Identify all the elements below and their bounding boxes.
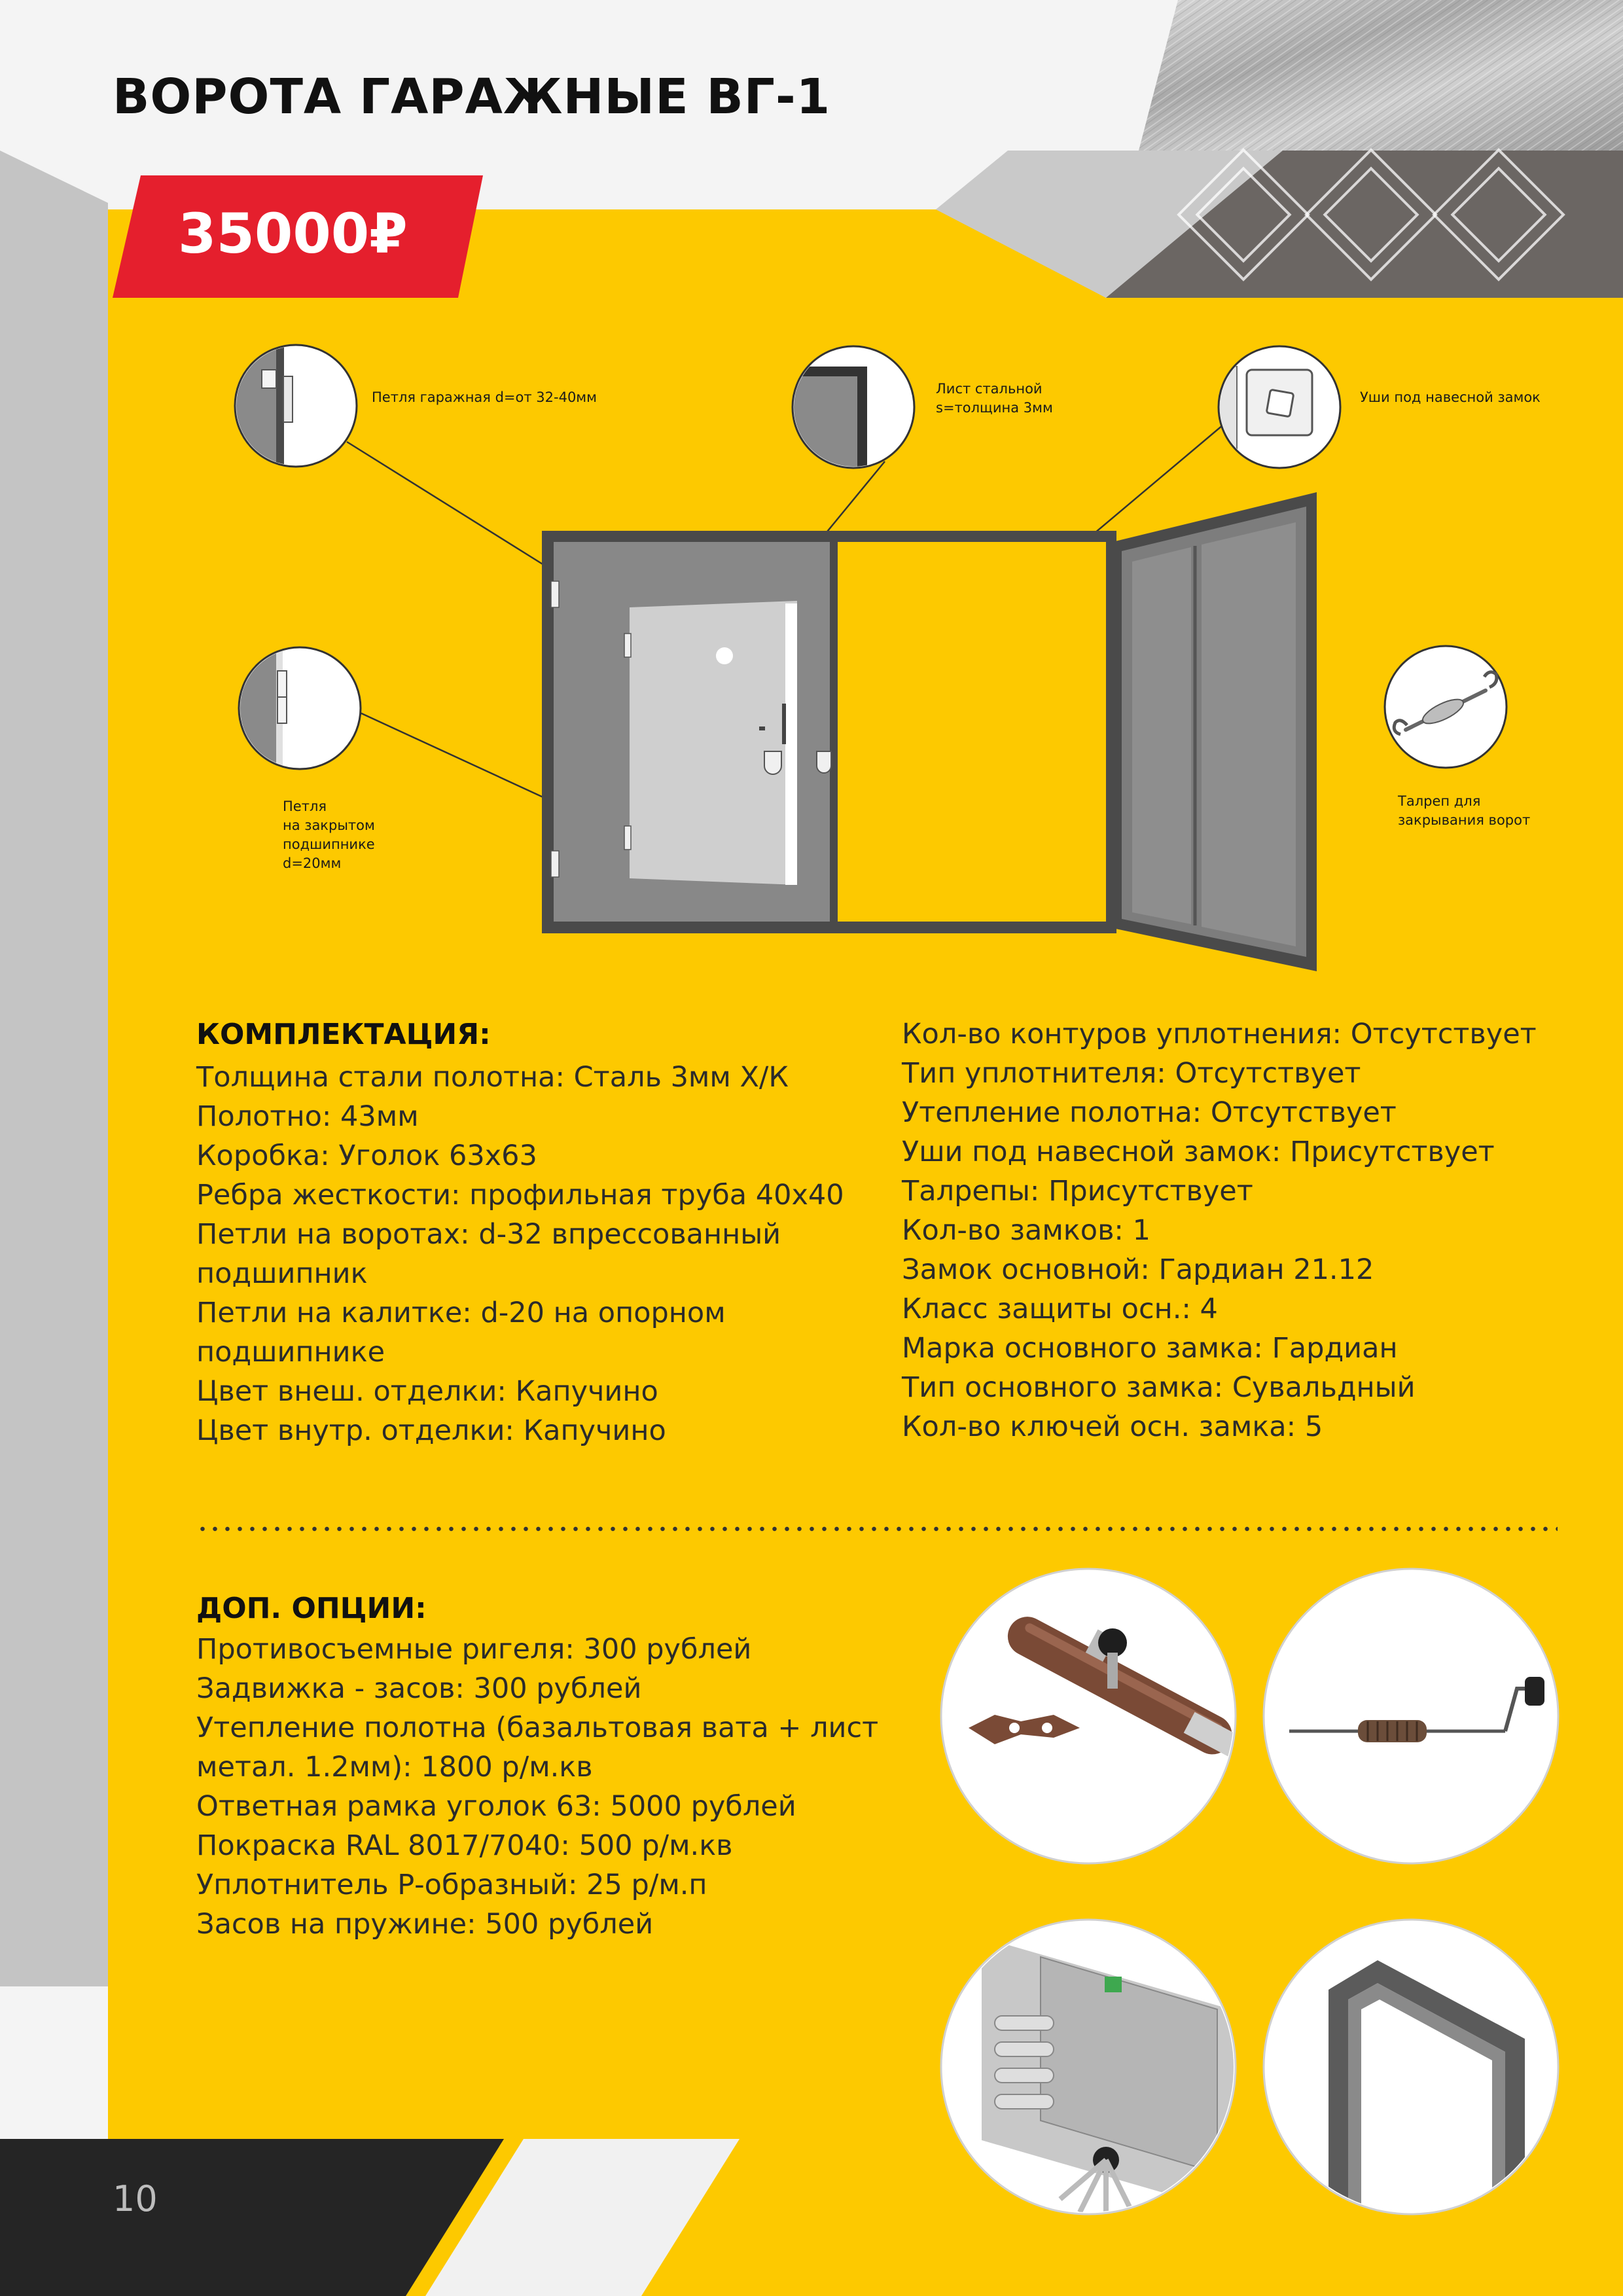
spec-item: подшипник (196, 1257, 368, 1290)
lock-mechanism-icon (941, 1920, 1276, 2225)
spec-item: Класс защиты осн.: 4 (902, 1293, 1218, 1325)
callout-hinge-garage: Петля гаражная d=от 32-40мм (372, 389, 597, 405)
dotted-divider (196, 1526, 1558, 1532)
gate-diagram (0, 0, 1623, 982)
option-item: Задвижка - засов: 300 рублей (196, 1672, 642, 1705)
option-item: Уплотнитель Р-образный: 25 р/м.п (196, 1869, 707, 1901)
spec-item: Утепление полотна: Отсутствует (902, 1096, 1397, 1129)
option-item: Засов на пружине: 500 рублей (196, 1908, 654, 1941)
spec-item: Коробка: Уголок 63х63 (196, 1139, 537, 1172)
spec-item: Тип основного замка: Сувальдный (902, 1371, 1416, 1404)
page-title: ВОРОТА ГАРАЖНЫЕ ВГ-1 (113, 69, 831, 125)
turnbuckle-icon (1385, 646, 1507, 768)
specs-title: КОМПЛЕКТАЦИЯ: (196, 1018, 491, 1051)
callout-padlock-ears: Уши под навесной замок (1360, 389, 1541, 405)
option-item: Ответная рамка уголок 63: 5000 рублей (196, 1790, 796, 1823)
spec-item: Марка основного замка: Гардиан (902, 1332, 1398, 1365)
callout-turnbuckle: Талреп для закрывания ворот (1398, 793, 1531, 828)
leader-line-hinge-garage (347, 442, 562, 576)
spec-item: Ребра жесткости: профильная труба 40х40 (196, 1179, 844, 1211)
spec-item: подшипнике (196, 1336, 385, 1369)
spec-item: Кол-во замков: 1 (902, 1214, 1150, 1247)
option-item: метал. 1.2мм): 1800 р/м.кв (196, 1751, 593, 1784)
wicket-door-edge (785, 603, 797, 885)
bearing-hinge-icon (236, 641, 361, 772)
options-title: ДОП. ОПЦИИ: (196, 1592, 427, 1625)
spec-item: Кол-во контуров уплотнения: Отсутствует (902, 1018, 1537, 1050)
anti-removal-bolt-icon (941, 1569, 1306, 1863)
option-item: Покраска RAL 8017/7040: 500 р/м.кв (196, 1829, 733, 1862)
specs-list-right (902, 1014, 1537, 1446)
spec-item: Цвет внутр. отделки: Капучино (196, 1414, 666, 1447)
option-item: Противосъемные ригеля: 300 рублей (196, 1633, 752, 1666)
spec-item: Тип уплотнителя: Отсутствует (902, 1057, 1361, 1090)
padlock-ear-right (817, 751, 831, 773)
spec-item: Петли на воротах: d-32 впрессованный (196, 1218, 781, 1251)
gate-hinge-bottom (551, 851, 559, 877)
gate-hinge-top (551, 581, 559, 607)
wicket-hinge-bottom (624, 826, 631, 850)
spec-item: Петли на калитке: d-20 на опорном (196, 1297, 726, 1329)
garage-hinge-icon (232, 340, 357, 471)
padlock-ear-left (764, 751, 781, 774)
spec-item: Замок основной: Гардиан 21.12 (902, 1253, 1374, 1286)
option-item: Утепление полотна (базальтовая вата + лист (196, 1712, 879, 1744)
spec-item: Кол-во ключей осн. замка: 5 (902, 1410, 1323, 1443)
gate-right-opening (838, 542, 1106, 922)
wicket-keyhole-dot (716, 647, 733, 664)
page-number: 10 (113, 2178, 158, 2219)
option-photos (0, 1538, 1623, 2296)
callout-hinge-bearing: Петля на закрытом подшипнике d=20мм (283, 798, 375, 871)
spec-item: Уши под навесной замок: Присутствует (902, 1136, 1495, 1168)
wicket-door (630, 601, 797, 885)
padlock-ear-icon (1217, 346, 1340, 468)
spec-item: Полотно: 43мм (196, 1100, 419, 1133)
price-badge: 35000₽ (178, 202, 408, 266)
spec-item: Толщина стали полотна: Сталь 3мм Х/К (196, 1061, 789, 1094)
callout-steel-sheet: Лист стальной s=толщина 3мм (936, 381, 1053, 416)
spec-item: Цвет внеш. отделки: Капучино (196, 1375, 658, 1408)
spring-latch-icon (1264, 1569, 1558, 1863)
spec-item: Талрепы: Присутствует (902, 1175, 1253, 1208)
steel-sheet-corner-icon (785, 346, 914, 481)
specs-list-left (196, 1058, 844, 1450)
wicket-hinge-top (624, 634, 631, 657)
angle-frame-icon (1264, 1920, 1558, 2258)
